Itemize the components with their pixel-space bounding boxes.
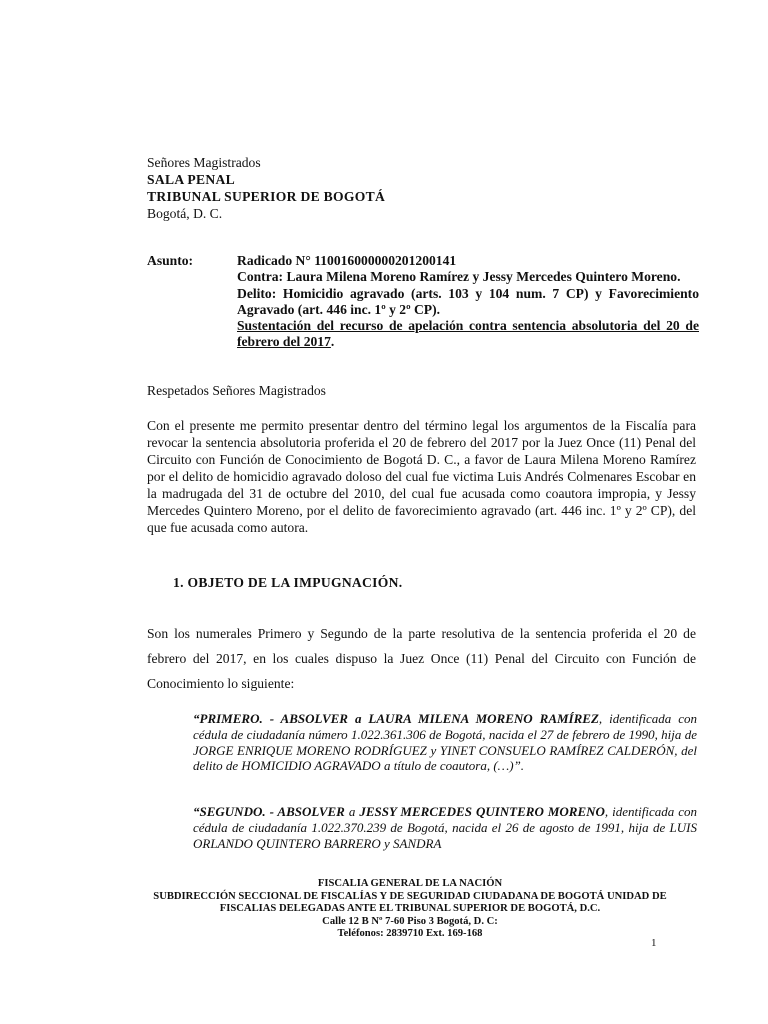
quote-segundo-name: JESSY MERCEDES QUINTERO MORENO xyxy=(359,804,605,819)
footer-phone: Teléfonos: 2839710 Ext. 169-168 xyxy=(337,928,483,940)
subject-delito: Delito: Homicidio agravado (arts. 103 y 104 num. 7 CP) y Favorecimiento Agravado (art. 446 inc. 1º y 2º CP). xyxy=(237,285,699,317)
page-footer xyxy=(130,878,690,941)
subject-radicado: Radicado N° 110016000000201200141 xyxy=(237,253,457,268)
recipient-chamber: SALA PENAL xyxy=(147,172,235,187)
quote-primero xyxy=(193,711,697,774)
greeting: Respetados Señores Magistrados xyxy=(147,383,326,398)
subject-sustentacion-end: . xyxy=(330,334,335,350)
subject-contra: Contra: Laura Milena Moreno Ramírez y Jessy Mercedes Quintero Moreno. xyxy=(237,269,681,285)
subject-sustentacion xyxy=(237,318,699,351)
recipient-city: Bogotá, D. C. xyxy=(147,206,223,221)
quote-segundo-bold: “SEGUNDO. - ABSOLVER xyxy=(193,804,345,819)
quote-segundo xyxy=(193,804,697,851)
recipient-salutation: Señores Magistrados xyxy=(147,155,261,170)
subject-label: Asunto: xyxy=(147,253,194,268)
footer-unit: SUBDIRECCIÓN SECCIONAL DE FISCALÍAS Y DE SEGURIDAD CIUDADANA DE BOGOTÁ UNIDAD DE FISCALIAS DELEGADAS ANTE EL TRIBUNAL SUPERIOR DE BOGOTÁ, D.C. xyxy=(153,890,667,915)
quote-primero-bold: “PRIMERO. - ABSOLVER a LAURA MILENA MORENO RAMÍREZ xyxy=(193,711,599,726)
quote-segundo-mid: a xyxy=(344,804,360,819)
quote-segundo-text: , identificada con cédula de ciudadanía 1.022.370.239 de Bogotá, nacida el 26 de agosto de 1991, hija de LUIS ORLANDO QUINTERO BARRERO y SANDRA xyxy=(193,804,698,851)
footer-address: Calle 12 B Nº 7-60 Piso 3 Bogotá, D. C: xyxy=(322,915,498,927)
recipient-court: TRIBUNAL SUPERIOR DE BOGOTÁ xyxy=(147,189,386,204)
intro-paragraph: Con el presente me permito presentar dentro del término legal los argumentos de la Fiscalía para revocar la sentencia absolutoria proferida el 20 de febrero del 2017 por la Juez Once (11) Penal del Circuito con Función de Conocimiento de Bogotá D. C., a favor de Laura Milena Moreno Ramírez por el delito de homicidio agravado doloso del cual fue victima Luis Andrés Colmenares Escobar en la madrugada del 31 de octubre del 2010, del cual fue acusada como coautora impropia, y Jessy Mercedes Quintero Moreno, por el delito de favorecimiento agravado (art. 446 inc. 1º y 2º CP), del que fue acusada como autora. xyxy=(147,418,696,535)
object-paragraph: Son los numerales Primero y Segundo de la parte resolutiva de la sentencia proferida el 20 de febrero del 2017, en los cuales dispuso la Juez Once (11) Penal del Circuito con Función de Conocimiento lo siguiente: xyxy=(147,626,696,691)
section-heading: 1. OBJETO DE LA IMPUGNACIÓN. xyxy=(173,575,403,590)
page-number: 1 xyxy=(651,937,657,949)
subject-sustentacion-text: Sustentación del recurso de apelación contra sentencia absolutoria del 20 de febrero del 2017 xyxy=(237,318,699,350)
quote-primero-text: , identificada con cédula de ciudadanía número 1.022.361.306 de Bogotá, nacida el 27 de febrero de 1990, hija de JORGE ENRIQUE MORENO RODRÍGUEZ y YINET CONSUELO RAMÍREZ CALDERÓN, del delito de HOMICIDIO AGRAVADO a título de coautora, (…)”. xyxy=(193,711,697,774)
recipient-block xyxy=(147,154,385,222)
subject-block xyxy=(237,253,699,351)
footer-institution: FISCALIA GENERAL DE LA NACIÓN xyxy=(317,878,503,889)
